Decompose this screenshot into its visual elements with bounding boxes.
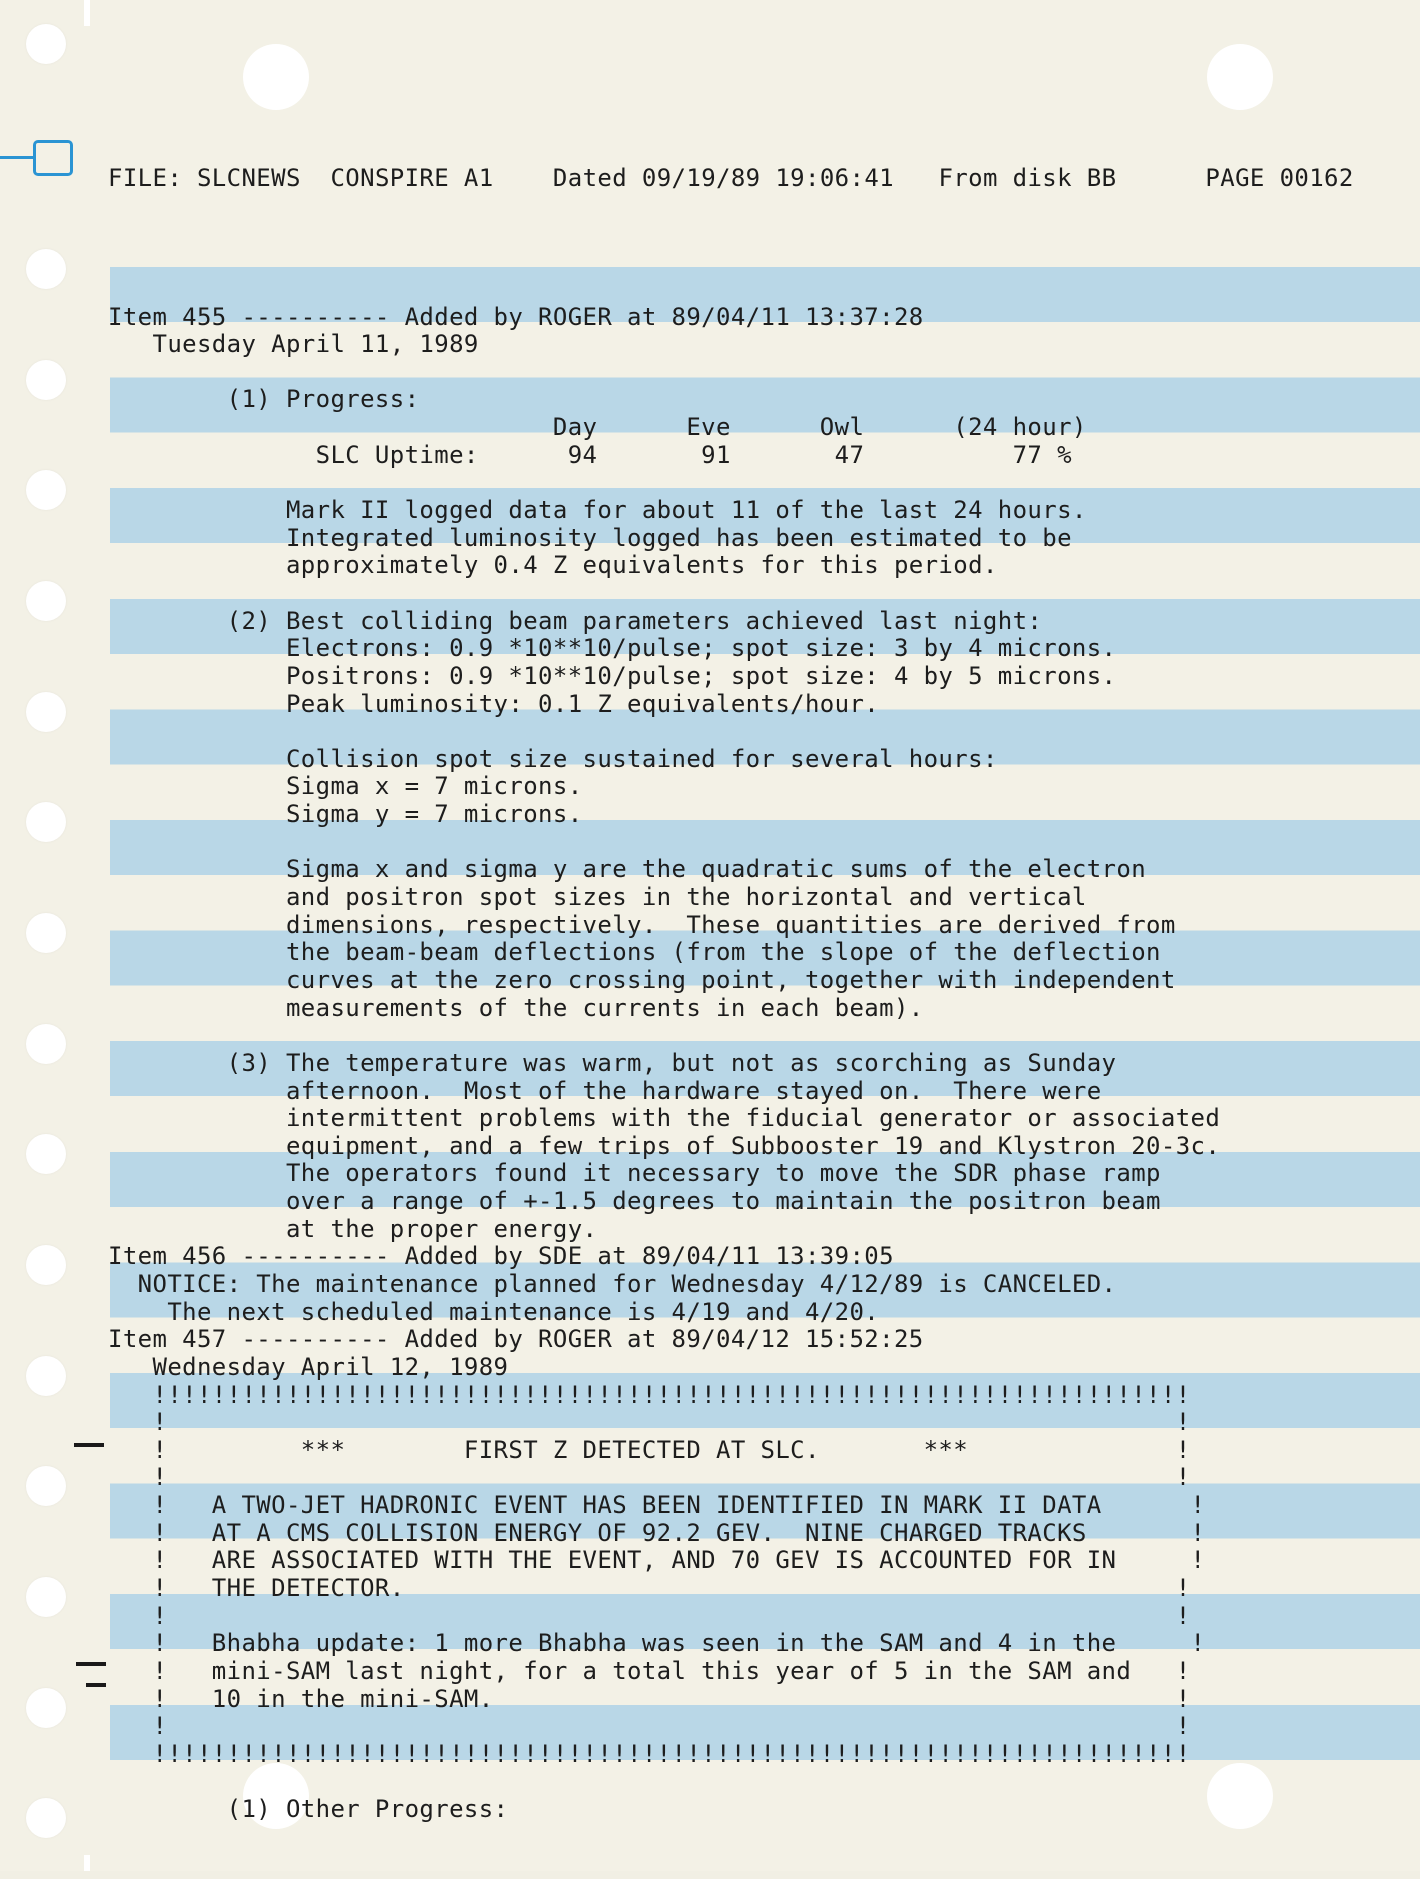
text-line: Positrons: 0.9 *10**10/pulse; spot size: 4 by 5 microns. [108, 661, 1117, 690]
header-file: FILE: SLCNEWS [108, 164, 301, 193]
text-line [108, 469, 1354, 497]
text-line: ! Bhabha update: 1 more Bhabha was seen in the SAM and 4 in the ! [108, 1629, 1206, 1658]
text-line: ! ! [108, 1408, 1191, 1437]
text-line: Electrons: 0.9 *10**10/pulse; spot size: 3 by 4 microns. [108, 634, 1117, 663]
edge-mark [84, 0, 90, 26]
punch-hole-icon [1207, 44, 1273, 110]
text-line [108, 1769, 1354, 1797]
tractor-hole-icon [26, 470, 66, 510]
text-line: The operators found it necessary to move the SDR phase ramp [108, 1159, 1161, 1188]
text-line: at the proper energy. [108, 1214, 598, 1243]
tractor-hole-icon [26, 1577, 66, 1617]
text-line: The next scheduled maintenance is 4/19 and 4/20. [108, 1297, 880, 1326]
text-line [108, 829, 1354, 857]
tractor-hole-icon [26, 1356, 66, 1396]
text-line: Day Eve Owl (24 hour) [108, 413, 1087, 442]
tractor-hole-icon [26, 1466, 66, 1506]
text-line: Item 456 ---------- Added by SDE at 89/04/11 13:39:05 [108, 1242, 894, 1271]
tractor-hole-icon [26, 913, 66, 953]
text-line: SLC Uptime: 94 91 47 77 % [108, 440, 1072, 469]
text-line: Sigma x = 7 microns. [108, 772, 583, 801]
text-line: and positron spot sizes in the horizontal and vertical [108, 883, 1087, 912]
text-line: afternoon. Most of the hardware stayed on. There were [108, 1076, 1102, 1105]
printout-body [108, 304, 1354, 1824]
text-line: ! ARE ASSOCIATED WITH THE EVENT, AND 70 GEV IS ACCOUNTED FOR IN ! [108, 1546, 1206, 1575]
text-line: (1) Progress: [108, 385, 420, 414]
text-line: ! AT A CMS COLLISION ENERGY OF 92.2 GEV. NINE CHARGED TRACKS ! [108, 1518, 1206, 1547]
tractor-hole-icon [26, 249, 66, 289]
tractor-hole-icon [26, 581, 66, 621]
tractor-hole-icon [26, 692, 66, 732]
text-line: over a range of +-1.5 degrees to maintain the positron beam [108, 1187, 1161, 1216]
text-line: measurements of the currents in each beam). [108, 993, 924, 1022]
header-page: PAGE 00162 [1205, 164, 1354, 193]
text-line: (1) Other Progress: [108, 1795, 509, 1824]
text-line: ! ! [108, 1463, 1191, 1492]
header-conspire: CONSPIRE A1 [330, 164, 494, 193]
text-line: Tuesday April 11, 1989 [108, 330, 479, 359]
text-line: Wednesday April 12, 1989 [108, 1352, 509, 1381]
text-line [108, 1022, 1354, 1050]
text-line: ! ! [108, 1712, 1191, 1741]
text-line: ! *** FIRST Z DETECTED AT SLC. *** ! [108, 1435, 1191, 1464]
text-line: ! ! [108, 1601, 1191, 1630]
tractor-hole-icon [26, 1245, 66, 1285]
text-line [108, 580, 1354, 608]
text-line: curves at the zero crossing point, together with independent [108, 965, 1176, 994]
text-line: dimensions, respectively. These quantities are derived from [108, 910, 1176, 939]
text-line: approximately 0.4 Z equivalents for this period. [108, 551, 998, 580]
text-line: intermittent problems with the fiducial generator or associated [108, 1104, 1221, 1133]
text-line [108, 359, 1354, 387]
page-marker-line [0, 156, 36, 159]
tractor-hole-icon [26, 802, 66, 842]
text-line: Integrated luminosity logged has been estimated to be [108, 523, 1072, 552]
text-line: !!!!!!!!!!!!!!!!!!!!!!!!!!!!!!!!!!!!!!!!!!!!!!!!!!!!!!!!!!!!!!!!!!!!!! [108, 1380, 1191, 1409]
text-line: (3) The temperature was warm, but not as scorching as Sunday [108, 1048, 1117, 1077]
header-disk: From disk BB [938, 164, 1117, 193]
text-line: ! 10 in the mini-SAM. ! [108, 1684, 1191, 1713]
tractor-hole-icon [26, 360, 66, 400]
tractor-hole-icon [26, 1024, 66, 1064]
text-line: !!!!!!!!!!!!!!!!!!!!!!!!!!!!!!!!!!!!!!!!!!!!!!!!!!!!!!!!!!!!!!!!!!!!!! [108, 1739, 1191, 1768]
text-line: Item 455 ---------- Added by ROGER at 89/04/11 13:37:28 [108, 302, 924, 331]
header-dated: Dated 09/19/89 19:06:41 [552, 164, 894, 193]
text-line: ! mini-SAM last night, for a total this year of 5 in the SAM and ! [108, 1656, 1191, 1685]
printout-text [108, 110, 1354, 1879]
page-marker-icon [33, 140, 73, 176]
edge-mark [84, 1855, 90, 1871]
margin-tick-icon [74, 1443, 104, 1447]
text-line: Item 457 ---------- Added by ROGER at 89/04/12 15:52:25 [108, 1325, 924, 1354]
text-line: the beam-beam deflections (from the slope of the deflection [108, 938, 1161, 967]
text-line: Mark II logged data for about 11 of the last 24 hours. [108, 496, 1087, 525]
text-line: Collision spot size sustained for several hours: [108, 744, 998, 773]
tractor-hole-icon [26, 1134, 66, 1174]
tractor-hole-icon [26, 24, 66, 64]
text-line: equipment, and a few trips of Subbooster 19 and Klystron 20-3c. [108, 1131, 1221, 1160]
tractor-hole-icon [26, 1798, 66, 1838]
text-line: Sigma y = 7 microns. [108, 800, 583, 829]
text-line: (2) Best colliding beam parameters achieved last night: [108, 606, 1043, 635]
text-line [108, 718, 1354, 746]
page-header [108, 165, 1354, 193]
text-line: Sigma x and sigma y are the quadratic sums of the electron [108, 855, 1147, 884]
margin-tick-icon [86, 1683, 106, 1687]
text-line: ! A TWO-JET HADRONIC EVENT HAS BEEN IDENTIFIED IN MARK II DATA ! [108, 1491, 1206, 1520]
text-line: Peak luminosity: 0.1 Z equivalents/hour. [108, 689, 880, 718]
punch-hole-icon [243, 44, 309, 110]
tractor-hole-icon [26, 1688, 66, 1728]
text-line: NOTICE: The maintenance planned for Wednesday 4/12/89 is CANCELED. [108, 1269, 1117, 1298]
margin-tick-icon [76, 1662, 106, 1666]
text-line: ! THE DETECTOR. ! [108, 1574, 1191, 1603]
